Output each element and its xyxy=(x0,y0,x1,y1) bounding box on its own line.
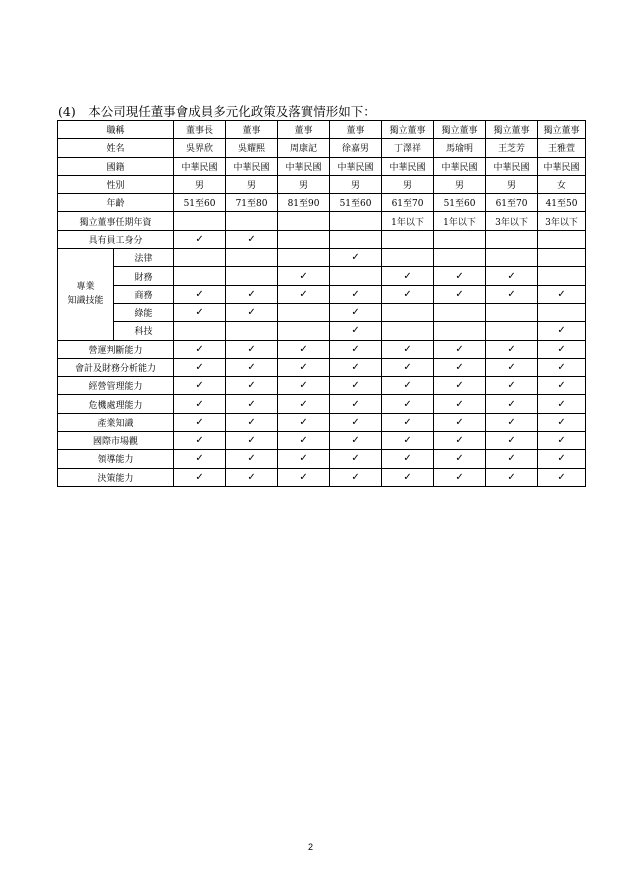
table-cell xyxy=(382,432,434,450)
table-cell xyxy=(538,377,586,395)
table-cell: 男 xyxy=(278,175,330,193)
check-icon: ✓ xyxy=(351,362,360,373)
table-cell xyxy=(486,285,538,303)
check-icon: ✓ xyxy=(557,453,566,465)
table-cell xyxy=(538,358,586,376)
table-cell: 男 xyxy=(330,175,382,193)
check-icon: ✓ xyxy=(403,398,412,410)
table-row xyxy=(58,303,586,321)
table-cell xyxy=(434,413,486,431)
check-icon: ✓ xyxy=(299,343,308,355)
table-cell xyxy=(486,468,538,486)
table-row xyxy=(58,157,586,175)
table-cell xyxy=(278,340,330,358)
table-cell xyxy=(330,377,382,395)
check-icon: ✓ xyxy=(507,435,516,447)
table-cell xyxy=(330,267,382,285)
table-cell xyxy=(486,432,538,450)
check-icon: ✓ xyxy=(195,398,204,410)
table-cell xyxy=(538,322,586,340)
table-cell: 獨立董事 xyxy=(434,121,486,139)
check-icon: ✓ xyxy=(557,343,566,355)
table-cell xyxy=(382,377,434,395)
check-icon: ✓ xyxy=(299,380,308,392)
table-cell: 董事 xyxy=(278,121,330,139)
table-row xyxy=(58,468,586,486)
table-cell xyxy=(382,322,434,340)
check-icon: ✓ xyxy=(403,416,412,428)
check-icon: ✓ xyxy=(299,288,308,300)
table-cell xyxy=(382,267,434,285)
check-icon: ✓ xyxy=(455,416,464,428)
table-cell: 獨立董事 xyxy=(382,121,434,139)
table-cell xyxy=(278,322,330,340)
table-cell: 中華民國 xyxy=(434,157,486,175)
check-icon: ✓ xyxy=(299,435,308,447)
row-label: 獨立董事任期年資 xyxy=(58,212,174,230)
check-icon: ✓ xyxy=(455,270,464,282)
check-icon: ✓ xyxy=(557,416,566,428)
table-cell: 81至90 xyxy=(278,194,330,212)
table-cell xyxy=(278,450,330,468)
table-cell xyxy=(486,450,538,468)
table-cell xyxy=(538,285,586,303)
table-cell xyxy=(434,267,486,285)
check-icon: ✓ xyxy=(507,288,516,300)
table-cell: 吳界欣 xyxy=(174,139,226,157)
table-cell xyxy=(434,395,486,413)
table-cell: 1年以下 xyxy=(434,212,486,230)
table-cell: 馬瑜明 xyxy=(434,139,486,157)
board-diversity-table xyxy=(57,120,586,487)
table-cell xyxy=(278,249,330,267)
check-icon: ✓ xyxy=(247,307,256,319)
check-icon: ✓ xyxy=(557,362,566,373)
table-row xyxy=(58,194,586,212)
table-cell: 中華民國 xyxy=(382,157,434,175)
table-cell xyxy=(538,413,586,431)
table-cell xyxy=(174,432,226,450)
row-label: 營運判斷能力 xyxy=(58,340,174,358)
table-cell xyxy=(486,230,538,248)
table-cell xyxy=(174,267,226,285)
table-cell xyxy=(486,267,538,285)
table-cell xyxy=(278,358,330,376)
table-cell xyxy=(486,340,538,358)
table-cell xyxy=(434,322,486,340)
table-cell xyxy=(174,377,226,395)
check-icon: ✓ xyxy=(247,453,256,465)
table-cell xyxy=(226,340,278,358)
table-cell xyxy=(330,285,382,303)
table-row xyxy=(58,413,586,431)
table-cell xyxy=(330,340,382,358)
table-cell xyxy=(330,450,382,468)
table-cell xyxy=(226,322,278,340)
table-cell: 71至80 xyxy=(226,194,278,212)
check-icon: ✓ xyxy=(195,307,204,319)
table-cell xyxy=(226,377,278,395)
table-cell xyxy=(278,303,330,321)
row-label: 法律 xyxy=(114,249,174,267)
row-label: 國際市場觀 xyxy=(58,432,174,450)
table-cell xyxy=(486,358,538,376)
check-icon: ✓ xyxy=(403,343,412,355)
row-label: 領導能力 xyxy=(58,450,174,468)
check-icon: ✓ xyxy=(299,270,308,282)
table-cell: 男 xyxy=(174,175,226,193)
check-icon: ✓ xyxy=(507,343,516,355)
row-label: 姓名 xyxy=(58,139,174,157)
skills-group-label xyxy=(58,249,114,340)
check-icon: ✓ xyxy=(247,362,256,373)
table-cell: 男 xyxy=(382,175,434,193)
section-heading: (4) 本公司現任董事會成員多元化政策及落實情形如下： xyxy=(58,104,376,119)
check-icon: ✓ xyxy=(403,453,412,465)
table-cell xyxy=(486,303,538,321)
table-row xyxy=(58,267,586,285)
table-cell xyxy=(226,395,278,413)
table-cell xyxy=(278,468,330,486)
table-cell xyxy=(174,358,226,376)
table-cell xyxy=(538,230,586,248)
table-cell xyxy=(226,432,278,450)
table-row xyxy=(58,285,586,303)
check-icon: ✓ xyxy=(195,471,204,483)
table-cell: 中華民國 xyxy=(330,157,382,175)
table-cell xyxy=(330,322,382,340)
check-icon: ✓ xyxy=(351,307,360,319)
check-icon: ✓ xyxy=(557,435,566,447)
row-label: 具有員工身分 xyxy=(58,230,174,248)
table-row xyxy=(58,121,586,139)
table-cell xyxy=(226,212,278,230)
table-cell xyxy=(538,267,586,285)
table-cell: 中華民國 xyxy=(538,157,586,175)
check-icon: ✓ xyxy=(195,288,204,300)
table-cell xyxy=(382,340,434,358)
table-cell: 中華民國 xyxy=(174,157,226,175)
check-icon: ✓ xyxy=(351,453,360,465)
table-cell xyxy=(382,249,434,267)
check-icon: ✓ xyxy=(507,270,516,282)
table-row xyxy=(58,139,586,157)
check-icon: ✓ xyxy=(455,398,464,410)
check-icon: ✓ xyxy=(247,471,256,483)
check-icon: ✓ xyxy=(351,435,360,447)
table-cell: 吳耀熙 xyxy=(226,139,278,157)
table-cell: 中華民國 xyxy=(278,157,330,175)
table-cell xyxy=(330,212,382,230)
check-icon: ✓ xyxy=(247,233,256,245)
check-icon: ✓ xyxy=(247,380,256,392)
check-icon: ✓ xyxy=(455,453,464,465)
check-icon: ✓ xyxy=(351,398,360,410)
table-row xyxy=(58,450,586,468)
row-label: 國籍 xyxy=(58,157,174,175)
table-cell xyxy=(330,413,382,431)
table-row xyxy=(58,358,586,376)
table-cell xyxy=(226,358,278,376)
table-cell: 51至60 xyxy=(434,194,486,212)
table-cell: 61至70 xyxy=(382,194,434,212)
check-icon: ✓ xyxy=(195,416,204,428)
table-cell xyxy=(278,285,330,303)
table-cell xyxy=(538,303,586,321)
table-cell: 3年以下 xyxy=(538,212,586,230)
table-cell: 周康記 xyxy=(278,139,330,157)
check-icon: ✓ xyxy=(455,343,464,355)
check-icon: ✓ xyxy=(403,362,412,373)
table-cell: 41至50 xyxy=(538,194,586,212)
table-cell: 王芝芳 xyxy=(486,139,538,157)
table-cell: 獨立董事 xyxy=(538,121,586,139)
table-cell xyxy=(330,303,382,321)
row-label: 危機處理能力 xyxy=(58,395,174,413)
table-cell xyxy=(226,413,278,431)
check-icon: ✓ xyxy=(247,398,256,410)
table-cell xyxy=(434,450,486,468)
table-cell xyxy=(538,432,586,450)
table-cell xyxy=(278,395,330,413)
table-cell xyxy=(434,249,486,267)
table-row xyxy=(58,377,586,395)
check-icon: ✓ xyxy=(351,252,360,264)
skills-group-label-line: 知識技能 xyxy=(67,296,104,307)
table-cell xyxy=(226,230,278,248)
table-cell xyxy=(434,303,486,321)
table-cell: 徐嘉男 xyxy=(330,139,382,157)
check-icon: ✓ xyxy=(351,380,360,392)
check-icon: ✓ xyxy=(507,362,516,373)
skills-group-label-line: 專業 xyxy=(76,282,95,293)
check-icon: ✓ xyxy=(557,398,566,410)
table-cell xyxy=(330,468,382,486)
table-row xyxy=(58,230,586,248)
table-cell xyxy=(330,432,382,450)
table-cell xyxy=(278,432,330,450)
check-icon: ✓ xyxy=(195,343,204,355)
table-body xyxy=(58,121,586,487)
row-label: 商務 xyxy=(114,285,174,303)
table-cell xyxy=(382,413,434,431)
table-cell xyxy=(382,230,434,248)
table-cell xyxy=(174,468,226,486)
table-cell xyxy=(330,395,382,413)
table-cell xyxy=(538,249,586,267)
row-label: 經營管理能力 xyxy=(58,377,174,395)
check-icon: ✓ xyxy=(195,453,204,465)
table-cell: 丁澤祥 xyxy=(382,139,434,157)
table-cell xyxy=(174,322,226,340)
check-icon: ✓ xyxy=(507,416,516,428)
check-icon: ✓ xyxy=(507,471,516,483)
row-label: 產業知識 xyxy=(58,413,174,431)
table-cell xyxy=(330,358,382,376)
table-cell: 女 xyxy=(538,175,586,193)
table-cell xyxy=(226,468,278,486)
table-cell xyxy=(174,212,226,230)
table-cell: 董事 xyxy=(330,121,382,139)
table-cell xyxy=(538,395,586,413)
table-cell xyxy=(486,395,538,413)
row-label: 科技 xyxy=(114,322,174,340)
table-cell xyxy=(486,322,538,340)
table-cell xyxy=(538,340,586,358)
table-cell xyxy=(330,230,382,248)
check-icon: ✓ xyxy=(403,270,412,282)
table-row xyxy=(58,340,586,358)
table-cell xyxy=(174,303,226,321)
table-cell: 男 xyxy=(434,175,486,193)
row-label: 財務 xyxy=(114,267,174,285)
row-label: 決策能力 xyxy=(58,468,174,486)
table-cell: 51至60 xyxy=(174,194,226,212)
table-cell: 王雅萱 xyxy=(538,139,586,157)
table-cell: 51至60 xyxy=(330,194,382,212)
check-icon: ✓ xyxy=(455,471,464,483)
table-cell xyxy=(278,230,330,248)
table-cell: 董事長 xyxy=(174,121,226,139)
table-cell xyxy=(486,249,538,267)
check-icon: ✓ xyxy=(299,398,308,410)
check-icon: ✓ xyxy=(299,471,308,483)
row-label: 職稱 xyxy=(58,121,174,139)
check-icon: ✓ xyxy=(557,380,566,392)
table-cell: 1年以下 xyxy=(382,212,434,230)
table-cell xyxy=(486,377,538,395)
table-cell xyxy=(174,413,226,431)
check-icon: ✓ xyxy=(299,453,308,465)
page-number: 2 xyxy=(307,842,313,852)
table-row xyxy=(58,175,586,193)
table-cell xyxy=(174,450,226,468)
table-cell xyxy=(382,285,434,303)
table-cell xyxy=(434,340,486,358)
check-icon: ✓ xyxy=(557,471,566,483)
table-cell xyxy=(434,358,486,376)
table-cell xyxy=(174,285,226,303)
table-cell xyxy=(278,413,330,431)
row-label: 年齡 xyxy=(58,194,174,212)
check-icon: ✓ xyxy=(195,362,204,373)
table-cell xyxy=(226,249,278,267)
row-label: 綠能 xyxy=(114,303,174,321)
table-cell xyxy=(226,267,278,285)
check-icon: ✓ xyxy=(403,288,412,300)
check-icon: ✓ xyxy=(455,288,464,300)
table-cell xyxy=(174,395,226,413)
table-cell xyxy=(382,303,434,321)
table-cell: 中華民國 xyxy=(226,157,278,175)
table-cell xyxy=(382,395,434,413)
check-icon: ✓ xyxy=(507,380,516,392)
check-icon: ✓ xyxy=(299,362,308,373)
table-cell xyxy=(382,358,434,376)
check-icon: ✓ xyxy=(247,288,256,300)
table-cell: 男 xyxy=(486,175,538,193)
check-icon: ✓ xyxy=(195,233,204,245)
check-icon: ✓ xyxy=(351,471,360,483)
check-icon: ✓ xyxy=(403,380,412,392)
table-row xyxy=(58,249,586,267)
table-row xyxy=(58,212,586,230)
table-cell xyxy=(434,285,486,303)
table-cell xyxy=(226,285,278,303)
check-icon: ✓ xyxy=(403,471,412,483)
check-icon: ✓ xyxy=(351,416,360,428)
check-icon: ✓ xyxy=(351,343,360,355)
check-icon: ✓ xyxy=(351,325,360,337)
check-icon: ✓ xyxy=(507,453,516,465)
row-label: 性別 xyxy=(58,175,174,193)
table-cell xyxy=(174,340,226,358)
table-cell xyxy=(486,413,538,431)
table-cell xyxy=(382,468,434,486)
check-icon: ✓ xyxy=(247,435,256,447)
row-label: 會計及財務分析能力 xyxy=(58,358,174,376)
check-icon: ✓ xyxy=(557,288,566,300)
table-cell xyxy=(434,230,486,248)
table-cell xyxy=(226,450,278,468)
table-cell xyxy=(434,377,486,395)
check-icon: ✓ xyxy=(247,416,256,428)
table-row xyxy=(58,395,586,413)
table-row xyxy=(58,432,586,450)
check-icon: ✓ xyxy=(403,435,412,447)
table-cell xyxy=(434,468,486,486)
table-cell xyxy=(382,450,434,468)
check-icon: ✓ xyxy=(455,435,464,447)
table-cell: 3年以下 xyxy=(486,212,538,230)
table-cell xyxy=(538,450,586,468)
table-cell xyxy=(538,468,586,486)
check-icon: ✓ xyxy=(455,362,464,373)
table-cell: 61至70 xyxy=(486,194,538,212)
table-cell: 中華民國 xyxy=(486,157,538,175)
check-icon: ✓ xyxy=(351,288,360,300)
table-cell xyxy=(330,249,382,267)
table-cell: 獨立董事 xyxy=(486,121,538,139)
table-cell xyxy=(278,377,330,395)
table-cell: 董事 xyxy=(226,121,278,139)
table-row xyxy=(58,322,586,340)
table-cell: 男 xyxy=(226,175,278,193)
check-icon: ✓ xyxy=(195,435,204,447)
check-icon: ✓ xyxy=(247,343,256,355)
table-cell xyxy=(174,230,226,248)
check-icon: ✓ xyxy=(455,380,464,392)
table-cell xyxy=(278,212,330,230)
check-icon: ✓ xyxy=(557,325,566,337)
table-cell xyxy=(434,432,486,450)
check-icon: ✓ xyxy=(507,398,516,410)
check-icon: ✓ xyxy=(299,416,308,428)
check-icon: ✓ xyxy=(195,380,204,392)
table-cell xyxy=(226,303,278,321)
table-cell xyxy=(174,249,226,267)
table-cell xyxy=(278,267,330,285)
